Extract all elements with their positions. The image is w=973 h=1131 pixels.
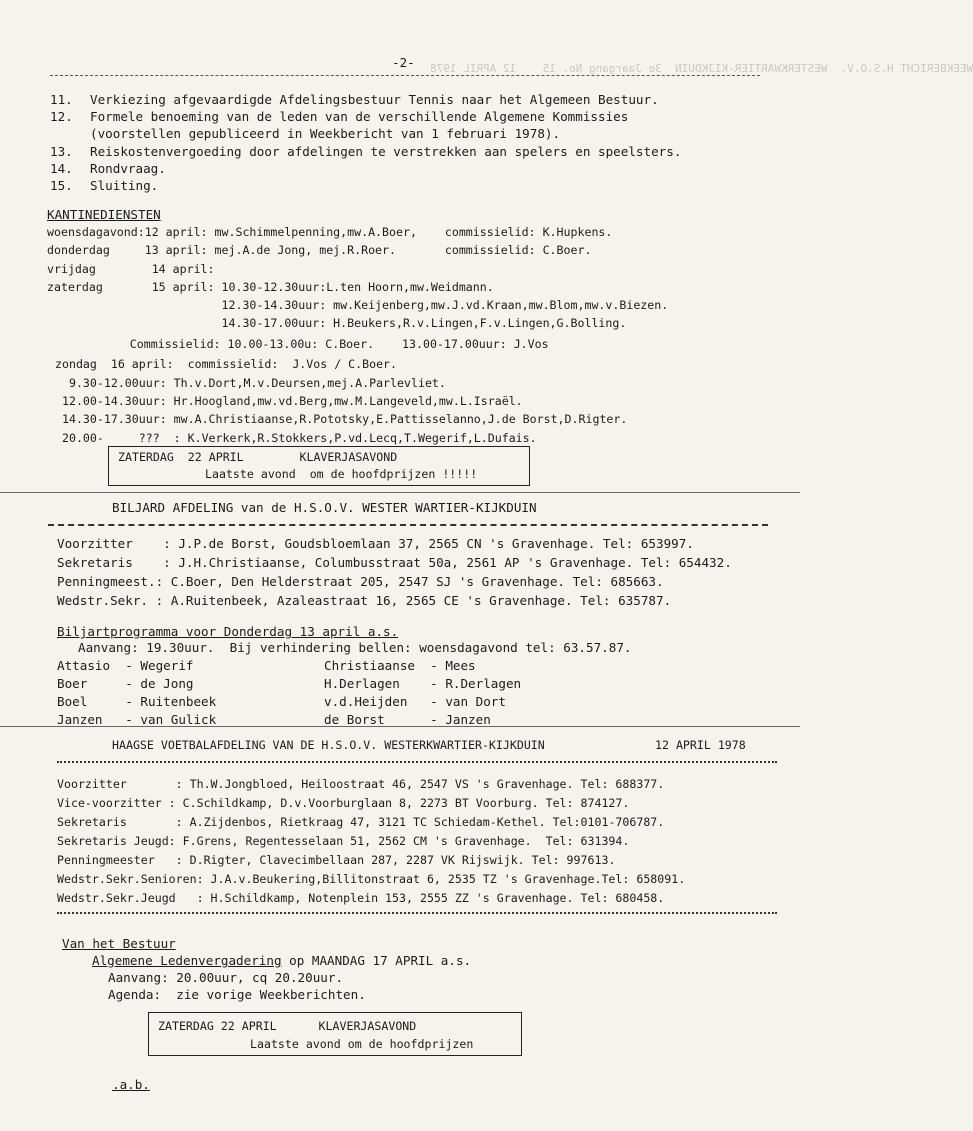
voetbal-title-rule <box>57 761 777 763</box>
biljart-programma-heading: Biljartprogramma voor Donderdag 13 april a.s. <box>57 624 399 639</box>
agenda-item-num: 15. <box>50 178 73 193</box>
pairing: H.Derlagen - R.Derlagen <box>324 676 522 691</box>
kantine-heading: KANTINEDIENSTEN <box>47 207 161 222</box>
biljard-title-rule <box>48 524 768 526</box>
kantine-row: donderdag 13 april: mej.A.de Jong, mej.R.Roer. commissielid: C.Boer. <box>47 243 592 257</box>
kantine-row: 12.30-14.30uur: mw.Keijenberg,mw.J.vd.Kraan,mw.Blom,mw.v.Biezen. <box>47 298 669 312</box>
alv-heading <box>92 953 471 969</box>
bleed-through-text: WEEKBERICHT H.S.O.V. WESTERKWARTIER-KIJKDUIN 3e Jaargang No. 15 12 APRIL 1978 <box>430 62 973 75</box>
klaverjas-notice-line2: Laatste avond om de hoofdprijzen !!!!! <box>205 467 478 481</box>
section-divider <box>0 492 800 493</box>
pairing: Boel - Ruitenbeek <box>57 694 217 709</box>
agenda-item-text: Rondvraag. <box>90 161 166 176</box>
alv-date: op MAANDAG 17 APRIL a.s. <box>281 953 472 968</box>
pairing: de Borst - Janzen <box>324 712 491 727</box>
kantine-row: woensdagavond:12 april: mw.Schimmelpenning,mw.A.Boer, commissielid: K.Hupkens. <box>47 225 613 239</box>
section-divider <box>0 726 800 727</box>
board-row: Penningmeester : D.Rigter, Clavecimbellaan 287, 2287 VK Rijswijk. Tel: 997613. <box>57 853 616 867</box>
pairing: Boer - de Jong <box>57 676 194 691</box>
kantine-row: 14.30-17.30uur: mw.A.Christiaanse,R.Pototsky,E.Pattisselanno,J.de Borst,D.Rigter. <box>55 412 628 426</box>
agenda-item-text: Sluiting. <box>90 178 159 193</box>
agenda-item-num: 14. <box>50 161 73 176</box>
pairing: Christiaanse - Mees <box>324 658 476 673</box>
agenda-item-text: (voorstellen gepubliceerd in Weekbericht van 1 februari 1978). <box>90 126 561 141</box>
board-row: Wedstr.Sekr.Jeugd : H.Schildkamp, Notenplein 153, 2555 ZZ 's Gravenhage. Tel: 680458. <box>57 891 665 905</box>
klaverjas-notice-line1: ZATERDAG 22 APRIL KLAVERJASAVOND <box>118 450 398 464</box>
kantine-row: 20.00- ??? : K.Verkerk,R.Stokkers,P.vd.Lecq,T.Wegerif,L.Dufais. <box>55 431 537 445</box>
board-row: Voorzitter : J.P.de Borst, Goudsbloemlaan 37, 2565 CN 's Gravenhage. Tel: 653997. <box>57 536 694 551</box>
pairing: v.d.Heijden - van Dort <box>324 694 506 709</box>
klaverjas-notice-line2: Laatste avond om de hoofdprijzen <box>250 1037 474 1051</box>
board-row: Vice-voorzitter : C.Schildkamp, D.v.Voorburglaan 8, 2273 BT Voorburg. Tel: 874127. <box>57 796 630 810</box>
agenda-item-text: Verkiezing afgevaardigde Afdelingsbestuur Tennis naar het Algemeen Bestuur. <box>90 92 659 107</box>
kantine-row: 12.00-14.30uur: Hr.Hoogland,mw.vd.Berg,mw.M.Langeveld,mw.L.Israël. <box>55 394 523 408</box>
board-row: Sekretaris : A.Zijdenbos, Rietkraag 47, 3121 TC Schiedam-Kethel. Tel:0101-706787. <box>57 815 665 829</box>
kantine-row: 9.30-12.00uur: Th.v.Dort,M.v.Deursen,mej.A.Parlevliet. <box>55 376 446 390</box>
board-row: Sekretaris Jeugd: F.Grens, Regentesselaan 51, 2562 CM 's Gravenhage. Tel: 631394. <box>57 834 630 848</box>
alv-heading-label: Algemene Ledenvergadering <box>92 953 282 968</box>
page-number: -2- <box>392 55 415 70</box>
kantine-row: Commissielid: 10.00-13.00u: C.Boer. 13.00-17.00uur: J.Vos <box>60 337 549 351</box>
agenda-item-text: Reiskostenvergoeding door afdelingen te verstrekken aan spelers en speelsters. <box>90 144 682 159</box>
board-row: Sekretaris : J.H.Christiaanse, Columbusstraat 50a, 2561 AP 's Gravenhage. Tel: 654432. <box>57 555 732 570</box>
kantine-row: zondag 16 april: commissielid: J.Vos / C.Boer. <box>55 357 398 371</box>
klaverjas-notice-line1: ZATERDAG 22 APRIL KLAVERJASAVOND <box>158 1019 417 1033</box>
voetbal-title: HAAGSE VOETBALAFDELING VAN DE H.S.O.V. WESTERKWARTIER-KIJKDUIN <box>112 738 545 752</box>
agenda-item-num: 13. <box>50 144 73 159</box>
footer-mark: .a.b. <box>112 1077 150 1092</box>
board-row: Wedstr.Sekr.Senioren: J.A.v.Beukering,Billitonstraat 6, 2535 TZ 's Gravenhage.Tel: 658091. <box>57 872 686 886</box>
kantine-row: vrijdag 14 april: <box>47 262 215 276</box>
alv-aanvang: Aanvang: 20.00uur, cq 20.20uur. <box>108 970 344 985</box>
agenda-item-num: 11. <box>50 92 73 107</box>
biljart-aanvang: Aanvang: 19.30uur. Bij verhindering bellen: woensdagavond tel: 63.57.87. <box>78 640 632 655</box>
agenda-item-num: 12. <box>50 109 73 124</box>
agenda-item-text: Formele benoeming van de leden van de verschillende Algemene Kommissies <box>90 109 629 124</box>
kantine-row: zaterdag 15 april: 10.30-12.30uur:L.ten Hoorn,mw.Weidmann. <box>47 280 494 294</box>
board-row: Wedstr.Sekr. : A.Ruitenbeek, Azaleastraat 16, 2565 CE 's Gravenhage. Tel: 635787. <box>57 593 672 608</box>
biljard-title: BILJARD AFDELING van de H.S.O.V. WESTER WARTIER-KIJKDUIN <box>112 500 537 515</box>
pairing: Attasio - Wegerif <box>57 658 194 673</box>
alv-agenda: Agenda: zie vorige Weekberichten. <box>108 987 366 1002</box>
board-row: Penningmeest.: C.Boer, Den Helderstraat 205, 2547 SJ 's Gravenhage. Tel: 685663. <box>57 574 664 589</box>
pairing: Janzen - van Gulick <box>57 712 217 727</box>
board-row: Voorzitter : Th.W.Jongbloed, Heiloostraat 46, 2547 VS 's Gravenhage. Tel: 688377. <box>57 777 665 791</box>
kantine-row: 14.30-17.00uur: H.Beukers,R.v.Lingen,F.v.Lingen,G.Bolling. <box>47 316 627 330</box>
bestuur-heading: Van het Bestuur <box>62 936 176 951</box>
voetbal-date: 12 APRIL 1978 <box>655 738 746 752</box>
voetbal-board-rule <box>57 912 777 914</box>
top-dashed-rule <box>50 75 760 77</box>
